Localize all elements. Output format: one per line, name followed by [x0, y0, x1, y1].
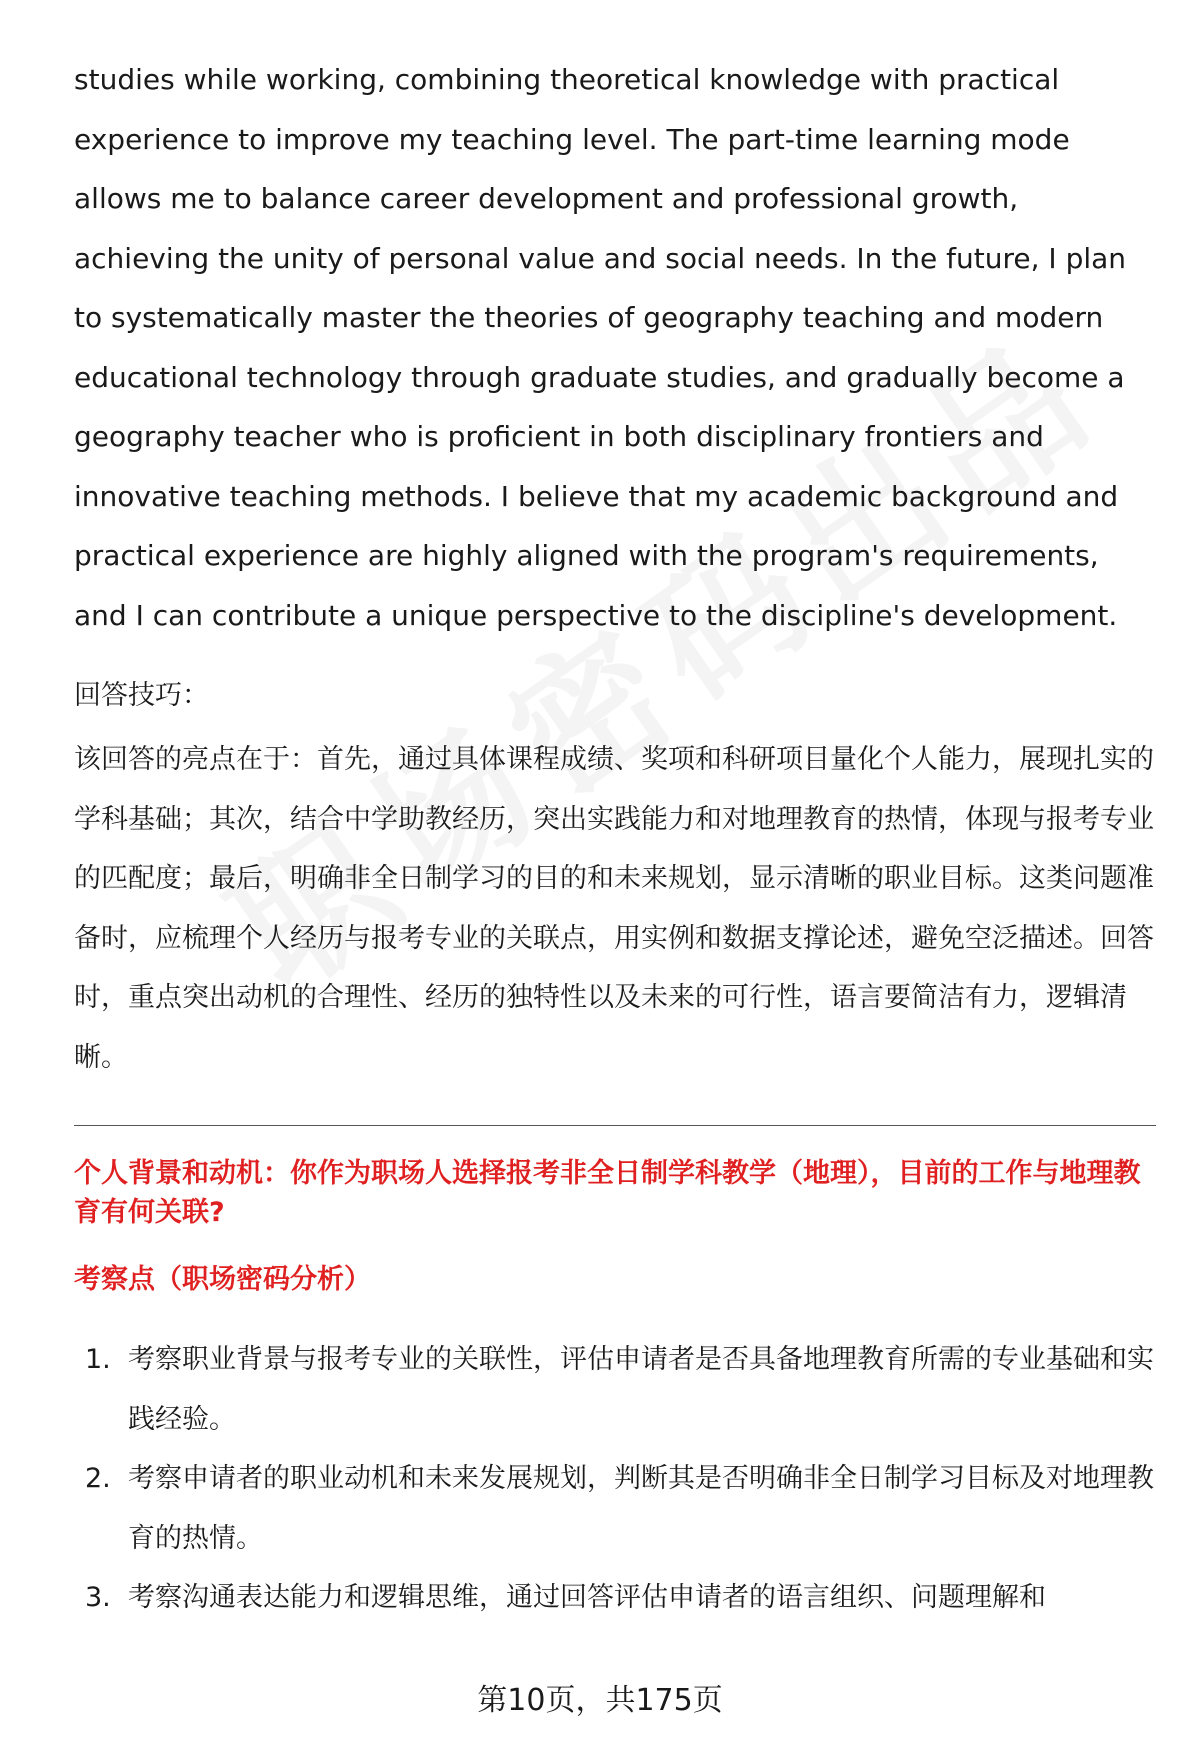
points-list [74, 1330, 1154, 1628]
list-item-text: 考察沟通表达能力和逻辑思维，通过回答评估申请者的语言组织、问题理解和 [128, 1582, 1046, 1613]
list-item [74, 1568, 1154, 1628]
list-number: 2. [85, 1463, 111, 1494]
list-item [74, 1449, 1154, 1568]
page-content [74, 50, 1154, 1628]
tips-heading: 回答技巧： [74, 680, 209, 711]
answer-paragraph: studies while working, combining theoretical knowledge with practical experience to improve my teaching level. The part-time learning mode allows me to balance career development and professional growth, achieving the unity of personal value and social needs. In the future, I plan to systematically master the theories of geography teaching and modern educational technology through graduate studies, and gradually become a geography teacher who is proficient in both disciplinary frontiers and innovative teaching methods. I believe that my academic background and practical experience are highly aligned with the program's requirements, and I can contribute a unique perspective to the discipline's development. [74, 63, 1127, 632]
points-heading: 考察点（职场密码分析） [74, 1264, 371, 1295]
tips-body: 该回答的亮点在于：首先，通过具体课程成绩、奖项和科研项目量化个人能力，展现扎实的学科基础；其次，结合中学助教经历，突出实践能力和对地理教育的热情，体现与报考专业的匹配度；最后，明确非全日制学习的目的和未来规划，显示清晰的职业目标。这类问题准备时，应梳理个人经历与报考专业的关联点，用实例和数据支撑论述，避免空泛描述。回答时，重点突出动机的合理性、经历的独特性以及未来的可行性，语言要简洁有力，逻辑清晰。 [74, 744, 1154, 1073]
list-item-text: 考察职业背景与报考专业的关联性，评估申请者是否具备地理教育所需的专业基础和实践经验。 [128, 1344, 1154, 1435]
question-heading: 个人背景和动机：你作为职场人选择报考非全日制学科教学（地理），目前的工作与地理教育有何关联? [74, 1158, 1141, 1228]
list-number: 3. [85, 1582, 111, 1613]
list-number: 1. [85, 1344, 111, 1375]
list-item [74, 1330, 1154, 1449]
list-item-text: 考察申请者的职业动机和未来发展规划，判断其是否明确非全日制学习目标及对地理教育的热情。 [128, 1463, 1154, 1554]
section-divider [74, 1125, 1156, 1126]
page-number-footer: 第10页，共175页 [477, 1683, 723, 1718]
